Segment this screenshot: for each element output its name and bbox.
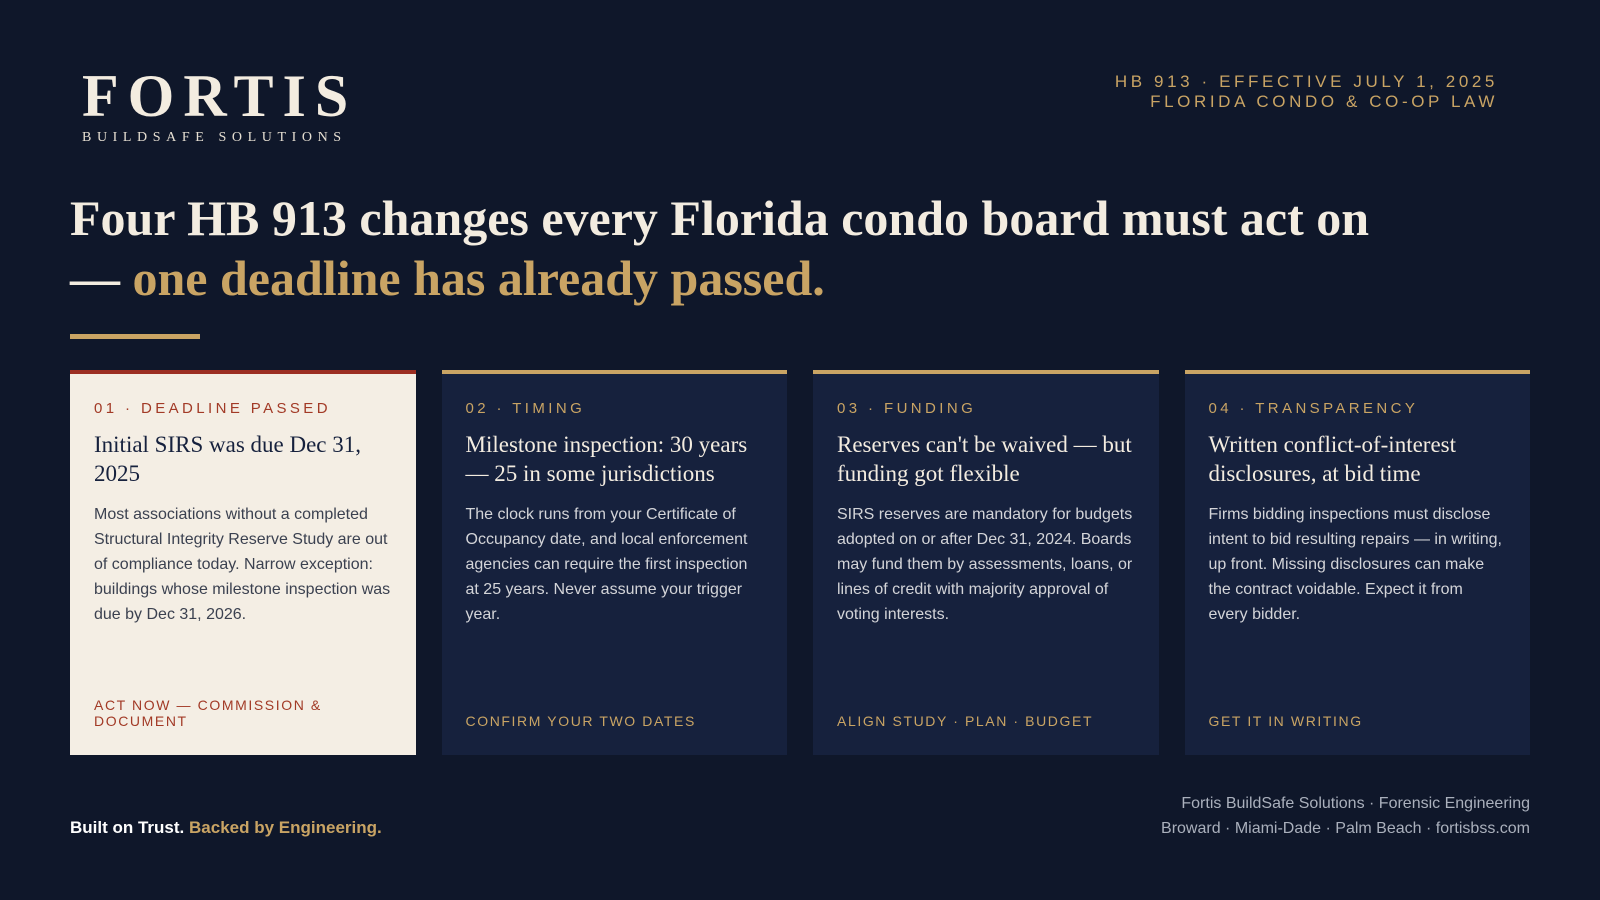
card-eyebrow: 04 · TRANSPARENCY bbox=[1208, 400, 1419, 417]
card-timing bbox=[442, 370, 788, 755]
card-cta: CONFIRM YOUR TWO DATES bbox=[465, 713, 696, 729]
law-effective-line: HB 913 · EFFECTIVE JULY 1, 2025 bbox=[1114, 72, 1498, 91]
contact-line-locations: Broward · Miami-Dade · Palm Beach · fortisbss.com bbox=[1161, 820, 1530, 837]
card-eyebrow: 01 · DEADLINE PASSED bbox=[94, 400, 331, 417]
footer-contact bbox=[1161, 791, 1530, 841]
card-title: Reserves can't be waived — but funding got flexible bbox=[837, 432, 1132, 486]
headline-divider bbox=[70, 334, 200, 339]
footer-tagline bbox=[70, 818, 382, 838]
card-cta: GET IT IN WRITING bbox=[1208, 713, 1363, 729]
card-body: The clock runs from your Certificate of Occupancy date, and local enforcement agencies can require the first inspection at 25 years. Never assume your trigger year. bbox=[465, 506, 748, 623]
law-scope-line: FLORIDA CONDO & CO-OP LAW bbox=[1150, 92, 1498, 111]
headline-accent: one deadline has already passed. bbox=[132, 250, 825, 306]
tagline-main: Built on Trust. bbox=[70, 818, 185, 837]
card-transparency bbox=[1185, 370, 1531, 755]
card-eyebrow: 02 · TIMING bbox=[465, 400, 586, 417]
change-cards bbox=[70, 370, 1530, 755]
brand-name: FORTIS bbox=[82, 63, 358, 129]
headline-main: Four HB 913 changes every Florida condo board must act on — bbox=[70, 190, 1370, 306]
card-deadline-passed bbox=[70, 370, 416, 755]
card-title: Written conflict-of-interest disclosures, at bid time bbox=[1208, 432, 1456, 486]
brand-logo bbox=[82, 63, 358, 146]
page-headline bbox=[70, 188, 1390, 308]
card-funding bbox=[813, 370, 1159, 755]
card-body: Firms bidding inspections must disclose intent to bid resulting repairs — in writing, up front. Missing disclosures can make the contract voidable. Expect it from every bidder. bbox=[1208, 506, 1502, 623]
card-body: SIRS reserves are mandatory for budgets adopted on or after Dec 31, 2024. Boards may fund them by assessments, loans, or lines of credit with majority approval of voting interests. bbox=[837, 506, 1133, 623]
contact-line-company: Fortis BuildSafe Solutions · Forensic Engineering bbox=[1181, 795, 1530, 812]
card-cta: ALIGN STUDY · PLAN · BUDGET bbox=[837, 713, 1094, 729]
tagline-accent: Backed by Engineering. bbox=[189, 818, 382, 837]
card-eyebrow: 03 · FUNDING bbox=[837, 400, 977, 417]
card-body: Most associations without a completed Structural Integrity Reserve Study are out of compliance today. Narrow exception: buildings whose milestone inspection was due by Dec 31, 2026. bbox=[94, 506, 391, 623]
card-title: Milestone inspection: 30 years — 25 in some jurisdictions bbox=[465, 432, 748, 486]
brand-subtitle: BUILDSAFE SOLUTIONS bbox=[82, 130, 347, 145]
law-reference bbox=[1115, 72, 1498, 112]
card-title: Initial SIRS was due Dec 31, 2025 bbox=[94, 432, 362, 486]
card-cta: ACT NOW — COMMISSION & DOCUMENT bbox=[94, 697, 322, 729]
